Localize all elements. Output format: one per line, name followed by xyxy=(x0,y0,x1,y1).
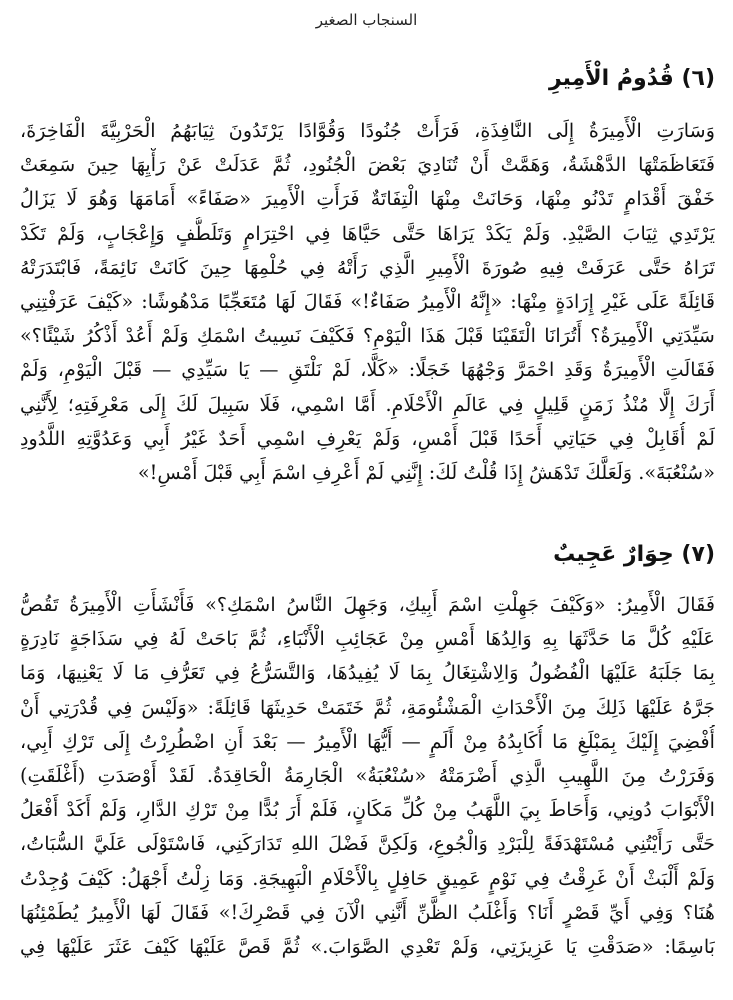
body-line: وَسَارَتِ الْأَمِيرَةُ إِلَى النَّافِذَةِ، فَرَأَتْ جُنُودًا وَقُوَّادًا يَرْتَدُونَ ثِيَابَهُمُ الْحَرْبِيَّةَ الْفَاخِرَةَ، xyxy=(20,119,715,142)
body-line: الْأَبْوَابَ دُونِي، وَأَحَاطَ بِيَ اللَّهَبُ مِنْ كُلِّ مَكَانٍ، فَلَمْ أَرَ بُدًّا مِنْ تَرْكِ الدَّارِ، وَلَمْ أَكَدْ أَفْعَلُ xyxy=(20,798,715,822)
section-title: (٧) حِوَارٌ عَجِيبٌ xyxy=(553,542,715,567)
body-line: فَقَالَ الْأَمِيرُ: «وَكَيْفَ جَهِلْتِ اسْمَ أَبِيكِ، وَجَهِلَ النَّاسُ اسْمَكِ؟» فَأَنْشَأَتِ الْأَمِيرَةُ تَقُصُّ xyxy=(20,593,715,616)
chapter-section-6 xyxy=(20,62,715,490)
body-line: يَرْتَدِي ثِيَابَ الصَّيْدِ. وَلَمْ يَكَدْ يَرَاهَا حَتَّى حَيَّاهَا فِي احْتِرَامٍ وَتَلَطُّفٍ وَإِعْجَابٍ، وَلَمْ تَكَدْ xyxy=(20,221,715,245)
body-line: وَفَرَرْتُ مِنَ اللَّهِيبِ الَّذِي أَضْرَمَتْهُ «سُنْعُبَةُ» الْجَارِمَةُ الْحَاقِدَةُ. لَقَدْ أَوْصَدَتِ (أَغْلَقَتِ) xyxy=(20,764,715,788)
body-line: لَمْ أُقَابِلْ فِي حَيَاتِي أَحَدًا قَبْلَ أَمْسِ، وَلَمْ يَعْرِفِ اسْمِي أَحَدٌ غَيْرُ أَبِي وَعَدُوَّتِهِ اللَّدُودِ xyxy=(20,426,715,450)
running-header: السنجاب الصغير xyxy=(315,11,418,29)
body-line: بِمَا جَلَبَهُ عَلَيْهَا الْفُضُولُ وَالِاشْتِغَالُ بِمَا لَا يُفِيدُهَا، وَالتَّسَرُّعُ فِي تَعَرُّفِ مَا لَا يَعْنِيهَا، وَمَا xyxy=(20,661,715,685)
body-line: تَرَاهُ حَتَّى عَرَفَتْ فِيهِ صُورَةَ الْأَمِيرِ الَّذِي رَأَتْهُ فِي حُلْمِهَا حِينَ كَانَتْ نَائِمَةً، فَابْتَدَرَتْهُ xyxy=(20,255,715,279)
body-line: فَقَالَتِ الْأَمِيرَةُ وَقَدِ احْمَرَّ وَجْهُهَا خَجَلًا: «كَلَّا، لَمْ نَلْتَقِ — يَا سَيِّدِي — قَبْلَ الْيَوْمِ، وَلَمْ xyxy=(20,358,715,382)
body-line: وَلَمْ أَلْبَثْ أَنْ غَرِقْتُ فِي نَوْمٍ عَمِيقٍ حَافِلٍ بِالْأَحْلَامِ الْبَهِيجَةِ. وَمَا زِلْتُ أَجْهَلُ: كَيْفَ وُجِدْتُ xyxy=(20,866,715,890)
body-line: أَرَكَ إِلَّا مُنْذُ زَمَنٍ قَلِيلٍ فِي عَالَمِ الْأَحْلَامِ. أَمَّا اسْمِي، فَلَا سَبِيلَ لَكَ إِلَى مَعْرِفَتِهِ؛ لِأَنَّنِي xyxy=(20,392,715,416)
chapter-section-7 xyxy=(20,538,715,964)
body-line: عَلَيْهِ كُلَّ مَا حَدَّثَهَا بِهِ وَالِدُهَا أَمْسِ مِنْ عَجَائِبِ الْأَنْبَاءِ، ثُمَّ بَاحَتْ لَهُ فِي سَذَاجَةٍ نَادِرَةٍ xyxy=(20,627,715,651)
body-line: أُفْضِيَ إِلَيْكَ بِمَبْلَغِ مَا أُكَابِدُهُ مِنْ أَلَمٍ — أَيُّهَا الْأَمِيرُ — بَعْدَ أَنِ اضْطُرِرْتُ إِلَى تَرْكِ أَبِي، xyxy=(20,729,715,753)
body-line: هُنَا؟ وَفِي أَيِّ قَصْرٍ أَنَا؟ وَأَغْلَبُ الظَّنِّ أَنَّنِي الْآنَ فِي قَصْرِكَ!» فَقَالَ لَهَا الْأَمِيرُ يُطَمْئِنُهَا xyxy=(20,900,715,924)
body-line: قَائِلَةً عَلَى غَيْرِ إِرَادَةٍ مِنْهَا: «إِنَّهُ الْأَمِيرُ صَفَاءٌ!» فَقَالَ لَهَا مُتَعَجِّبًا مَدْهُوشًا: «كَيْفَ عَرَفْتِنِي xyxy=(20,290,715,314)
body-line: «سُنْعُبَةَ». وَلَعَلَّكَ تَدْهَشُ إِذَا قُلْتُ لَكَ: إِنَّنِي لَمْ أَعْرِفِ اسْمَ أَبِي قَبْلَ أَمْسِ!» xyxy=(137,461,715,485)
section-body xyxy=(20,588,715,964)
body-line: خَفْقَ أَقْدَامٍ تَدْنُو مِنْهَا، وَحَانَتْ مِنْهَا الْتِفَاتَةٌ فَرَأَتِ الْأَمِيرَ «صَفَاءً» أَمَامَهَا وَهُوَ لَا يَزَالُ xyxy=(20,187,715,211)
section-body xyxy=(20,114,715,490)
body-line: حَتَّى رَأَيْتُنِي مُسْتَهْدَفَةً لِلْبَرْدِ وَالْجُوعِ، وَلَكِنَّ فَضْلَ اللهِ تَدَارَكَنِي، فَاسْتَوْلَى عَلَيَّ السُّبَاتُ، xyxy=(20,832,715,856)
body-line: جَرَّهُ عَلَيْهَا ذَلِكَ مِنَ الْأَحْدَاثِ الْمَشْئُومَةِ، ثُمَّ خَتَمَتْ حَدِيثَهَا قَائِلَةً: «وَلَيْسَ فِي قُدْرَتِي أَنْ xyxy=(20,695,715,719)
section-title: (٦) قُدُومُ الْأَمِيرِ xyxy=(549,66,715,91)
body-line: فَتَعَاظَمَتْهَا الدَّهْشَةُ، وَهَمَّتْ أَنْ تُنَادِيَ بَعْضَ الْجُنُودِ، ثُمَّ عَدَلَتْ عَنْ رَأْيِهَا حِينَ سَمِعَتْ xyxy=(20,153,715,177)
body-line: بَاسِمًا: «صَدَقْتِ يَا عَزِيزَتِي، وَلَمْ تَعْدِي الصَّوَابَ.» ثُمَّ قَصَّ عَلَيْهَا كَيْفَ عَثَرَ عَلَيْهَا فِي xyxy=(20,935,715,959)
body-line: سَيِّدَتِي الْأَمِيرَةُ؟ أَتُرَانَا الْتَقَيْنَا قَبْلَ هَذَا الْيَوْمِ؟ فَكَيْفَ نَسِيتُ اسْمَكِ وَلَمْ أَعُدْ أَذْكُرُ شَيْئًا؟» xyxy=(20,324,715,348)
